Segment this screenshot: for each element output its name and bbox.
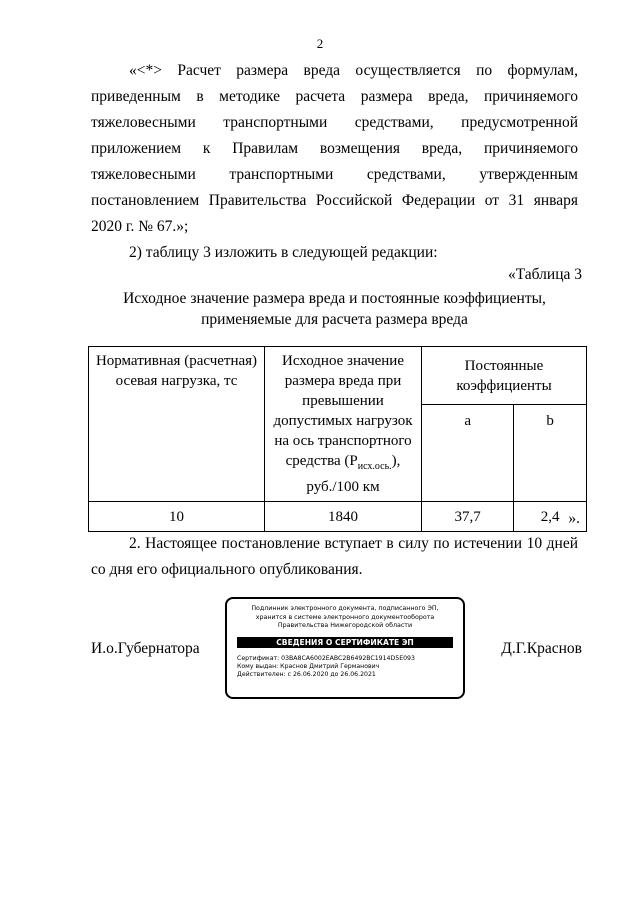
table-cell: 2,4	[514, 502, 587, 532]
table-title	[91, 288, 578, 330]
coefficients-table	[88, 346, 587, 532]
header-subscript: исх.ось.	[357, 461, 392, 472]
stamp-certificate-bar: СВЕДЕНИЯ О СЕРТИФИКАТЕ ЭП	[237, 637, 453, 648]
stamp-header-line: Правительства Нижегородской области	[277, 622, 413, 630]
paragraph-line: приведенным в методике расчета размера вреда, причиняемого	[91, 88, 578, 105]
paragraph-line: 2020 г. № 67.»;	[91, 218, 189, 235]
closing-quote: ».	[568, 510, 580, 527]
page-number: 2	[316, 36, 324, 51]
header-base-damage	[265, 347, 422, 502]
header-coefficient-b: b	[514, 405, 587, 502]
signer-title: И.о.Губернатора	[91, 640, 200, 657]
header-base-damage-unit: ), руб./100 км	[306, 453, 401, 495]
table-header-row	[89, 347, 587, 405]
paragraph-line: 2) таблицу 3 изложить в следующей редакции:	[129, 244, 438, 261]
paragraph-effective-date	[91, 531, 578, 583]
paragraph-line: приложением к Правилам возмещения вреда, причиняемого	[91, 140, 578, 157]
table-cell: 1840	[265, 502, 422, 532]
header-axle-load: Нормативная (расчетная) осевая нагрузка, тс	[89, 347, 265, 502]
header-constant-coefficients: Постоянные коэффициенты	[422, 347, 587, 405]
stamp-certificate-number: Сертификат: 03BA8CA6002EABC2B6492BC1914D5E093	[237, 654, 415, 662]
table-reference: «Таблица 3	[507, 266, 582, 283]
table-row	[89, 502, 587, 532]
stamp-header	[227, 605, 463, 631]
paragraph-line: постановлением Правительства Российской Федерации от 31 января	[91, 192, 578, 209]
table-cell: 10	[89, 502, 265, 532]
header-base-damage-text: Исходное значение размера вреда при превышении допустимых нагрузок на ось транспортного средства (P	[273, 353, 413, 469]
paragraph-line: 2. Настоящее постановление вступает в силу по истечении 10 дней	[129, 535, 578, 552]
electronic-signature-stamp	[225, 597, 465, 699]
paragraph-line: со дня его официального опубликования.	[91, 561, 363, 578]
stamp-issued-to: Кому выдан: Краснов Дмитрий Германович	[237, 662, 380, 670]
paragraph-line: тяжеловесными транспортными средствами, предусмотренной	[91, 114, 578, 131]
table-title-line: применяемые для расчета размера вреда	[201, 311, 468, 328]
stamp-header-line: Подлинник электронного документа, подписанного ЭП,	[251, 605, 439, 612]
stamp-certificate-info	[237, 655, 453, 680]
stamp-validity: Действителен: с 26.06.2020 до 26.06.2021	[237, 671, 376, 679]
paragraph-table-instruction	[91, 240, 578, 266]
table-title-line: Исходное значение размера вреда и постоянные коэффициенты,	[123, 290, 546, 307]
paragraph-line: тяжеловесными транспортными средствами, утвержденным	[91, 166, 578, 183]
paragraph-formula-note	[91, 58, 578, 240]
signer-name: Д.Г.Краснов	[501, 640, 582, 657]
stamp-header-line: хранится в системе электронного документооборота	[255, 613, 435, 621]
table-cell: 37,7	[422, 502, 514, 532]
header-coefficient-a: a	[422, 405, 514, 502]
paragraph-line: «<*> Расчет размера вреда осуществляется по формулам,	[129, 62, 578, 79]
